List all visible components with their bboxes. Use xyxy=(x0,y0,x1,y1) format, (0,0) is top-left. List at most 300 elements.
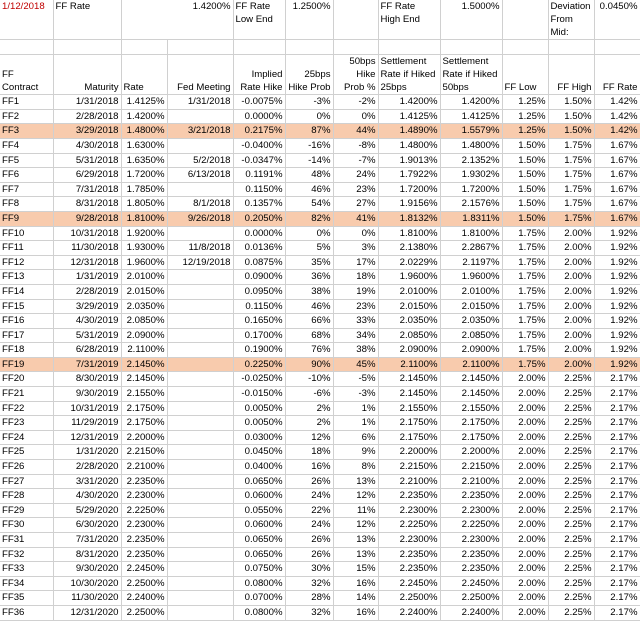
settlement-25bps-cell[interactable]: 2.2100% xyxy=(378,474,440,489)
ff-low-cell[interactable]: 1.50% xyxy=(502,182,548,197)
empty-cell[interactable] xyxy=(502,40,548,55)
settlement-25bps-cell[interactable]: 2.2500% xyxy=(378,591,440,606)
hike-50bps-prob-cell[interactable]: 12% xyxy=(333,518,378,533)
ff-low-cell[interactable]: 1.75% xyxy=(502,314,548,329)
ff-low-cell[interactable]: 2.00% xyxy=(502,576,548,591)
hike-25bps-prob-cell[interactable]: 32% xyxy=(285,605,333,620)
fed-meeting-cell[interactable]: 6/13/2018 xyxy=(167,168,233,183)
header-ff-contract[interactable]: FF Contract xyxy=(0,54,53,95)
implied-rate-hike-cell[interactable]: 0.0136% xyxy=(233,241,285,256)
settlement-50bps-cell[interactable]: 2.2250% xyxy=(440,518,502,533)
fed-meeting-cell[interactable] xyxy=(167,474,233,489)
settlement-50bps-cell[interactable]: 2.2500% xyxy=(440,591,502,606)
rate-cell[interactable]: 2.1100% xyxy=(121,343,167,358)
hike-50bps-prob-cell[interactable]: 11% xyxy=(333,503,378,518)
settlement-25bps-cell[interactable]: 1.8132% xyxy=(378,211,440,226)
maturity-cell[interactable]: 1/31/2018 xyxy=(53,95,121,110)
ff-high-cell[interactable]: 2.00% xyxy=(548,328,594,343)
rate-cell[interactable]: 2.2150% xyxy=(121,445,167,460)
ff-low-cell[interactable]: 1.75% xyxy=(502,357,548,372)
fed-meeting-cell[interactable] xyxy=(167,138,233,153)
hike-50bps-prob-cell[interactable]: 13% xyxy=(333,474,378,489)
ff-low-cell[interactable]: 1.50% xyxy=(502,168,548,183)
implied-rate-hike-cell[interactable]: -0.0075% xyxy=(233,95,285,110)
settlement-25bps-cell[interactable]: 1.7922% xyxy=(378,168,440,183)
ff-rate-cell[interactable]: 2.17% xyxy=(594,474,640,489)
settlement-25bps-cell[interactable]: 1.9600% xyxy=(378,270,440,285)
maturity-cell[interactable]: 12/31/2018 xyxy=(53,255,121,270)
fed-meeting-cell[interactable] xyxy=(167,562,233,577)
high-end-value-cell[interactable]: 1.5000% xyxy=(440,0,502,40)
ff-rate-cell[interactable]: 2.17% xyxy=(594,576,640,591)
hike-25bps-prob-cell[interactable]: 18% xyxy=(285,445,333,460)
ff-rate-cell[interactable]: 1.92% xyxy=(594,299,640,314)
ff-rate-cell[interactable]: 1.42% xyxy=(594,95,640,110)
hike-50bps-prob-cell[interactable]: 17% xyxy=(333,255,378,270)
implied-rate-hike-cell[interactable]: 0.1700% xyxy=(233,328,285,343)
settlement-50bps-cell[interactable]: 1.4125% xyxy=(440,109,502,124)
header-rate[interactable]: Rate xyxy=(121,54,167,95)
rate-cell[interactable]: 2.0100% xyxy=(121,270,167,285)
ff-contract-cell[interactable]: FF35 xyxy=(0,591,53,606)
settlement-25bps-cell[interactable]: 2.1550% xyxy=(378,401,440,416)
ff-low-cell[interactable]: 1.75% xyxy=(502,241,548,256)
implied-rate-hike-cell[interactable]: 0.0650% xyxy=(233,547,285,562)
hike-25bps-prob-cell[interactable]: -10% xyxy=(285,372,333,387)
fed-meeting-cell[interactable]: 8/1/2018 xyxy=(167,197,233,212)
rate-cell[interactable]: 2.1450% xyxy=(121,357,167,372)
hike-25bps-prob-cell[interactable]: 26% xyxy=(285,533,333,548)
ff-low-cell[interactable]: 2.00% xyxy=(502,591,548,606)
implied-rate-hike-cell[interactable]: 0.0750% xyxy=(233,562,285,577)
fed-meeting-cell[interactable] xyxy=(167,460,233,475)
fed-meeting-cell[interactable] xyxy=(167,357,233,372)
ff-contract-cell[interactable]: FF27 xyxy=(0,474,53,489)
settlement-50bps-cell[interactable]: 2.2867% xyxy=(440,241,502,256)
settlement-25bps-cell[interactable]: 2.0850% xyxy=(378,328,440,343)
rate-cell[interactable]: 1.9300% xyxy=(121,241,167,256)
fed-meeting-cell[interactable] xyxy=(167,328,233,343)
maturity-cell[interactable]: 10/31/2018 xyxy=(53,226,121,241)
settlement-25bps-cell[interactable]: 1.4890% xyxy=(378,124,440,139)
settlement-25bps-cell[interactable]: 1.4200% xyxy=(378,95,440,110)
ff-contract-cell[interactable]: FF18 xyxy=(0,343,53,358)
ff-contract-cell[interactable]: FF34 xyxy=(0,576,53,591)
ff-high-cell[interactable]: 2.00% xyxy=(548,299,594,314)
ff-low-cell[interactable]: 1.75% xyxy=(502,343,548,358)
settlement-25bps-cell[interactable]: 2.0100% xyxy=(378,284,440,299)
maturity-cell[interactable]: 6/28/2019 xyxy=(53,343,121,358)
fed-meeting-cell[interactable] xyxy=(167,430,233,445)
empty-cell[interactable] xyxy=(0,40,53,55)
hike-25bps-prob-cell[interactable]: 26% xyxy=(285,474,333,489)
settlement-25bps-cell[interactable]: 1.4800% xyxy=(378,138,440,153)
hike-25bps-prob-cell[interactable]: 48% xyxy=(285,168,333,183)
hike-25bps-prob-cell[interactable]: 76% xyxy=(285,343,333,358)
settlement-25bps-cell[interactable]: 2.2350% xyxy=(378,562,440,577)
ff-rate-cell[interactable]: 2.17% xyxy=(594,445,640,460)
ff-low-cell[interactable]: 2.00% xyxy=(502,372,548,387)
maturity-cell[interactable]: 2/28/2019 xyxy=(53,284,121,299)
empty-cell[interactable] xyxy=(502,0,548,40)
ff-contract-cell[interactable]: FF16 xyxy=(0,314,53,329)
settlement-50bps-cell[interactable]: 2.1100% xyxy=(440,357,502,372)
settlement-50bps-cell[interactable]: 2.0900% xyxy=(440,343,502,358)
hike-50bps-prob-cell[interactable]: 13% xyxy=(333,533,378,548)
ff-low-cell[interactable]: 2.00% xyxy=(502,605,548,620)
ff-contract-cell[interactable]: FF6 xyxy=(0,168,53,183)
settlement-25bps-cell[interactable]: 2.0150% xyxy=(378,299,440,314)
fed-meeting-cell[interactable] xyxy=(167,299,233,314)
maturity-cell[interactable]: 3/29/2019 xyxy=(53,299,121,314)
hike-25bps-prob-cell[interactable]: 35% xyxy=(285,255,333,270)
settlement-50bps-cell[interactable]: 1.4800% xyxy=(440,138,502,153)
hike-50bps-prob-cell[interactable]: 15% xyxy=(333,562,378,577)
maturity-cell[interactable]: 11/30/2020 xyxy=(53,591,121,606)
rate-cell[interactable]: 1.8050% xyxy=(121,197,167,212)
ff-low-cell[interactable]: 1.75% xyxy=(502,270,548,285)
ff-contract-cell[interactable]: FF10 xyxy=(0,226,53,241)
settlement-50bps-cell[interactable]: 2.1352% xyxy=(440,153,502,168)
implied-rate-hike-cell[interactable]: 0.0800% xyxy=(233,576,285,591)
fed-meeting-cell[interactable] xyxy=(167,270,233,285)
maturity-cell[interactable]: 11/29/2019 xyxy=(53,416,121,431)
maturity-cell[interactable]: 10/31/2019 xyxy=(53,401,121,416)
empty-cell[interactable] xyxy=(548,40,594,55)
hike-50bps-prob-cell[interactable]: -2% xyxy=(333,95,378,110)
settlement-50bps-cell[interactable]: 1.9302% xyxy=(440,168,502,183)
maturity-cell[interactable]: 11/30/2018 xyxy=(53,241,121,256)
ff-rate-cell[interactable]: 1.42% xyxy=(594,124,640,139)
hike-50bps-prob-cell[interactable]: 23% xyxy=(333,299,378,314)
deviation-value-cell[interactable]: 0.0450% xyxy=(594,0,640,40)
maturity-cell[interactable]: 8/30/2019 xyxy=(53,372,121,387)
implied-rate-hike-cell[interactable]: 0.0550% xyxy=(233,503,285,518)
maturity-cell[interactable]: 9/28/2018 xyxy=(53,211,121,226)
ff-rate-cell[interactable]: 2.17% xyxy=(594,372,640,387)
settlement-50bps-cell[interactable]: 1.8100% xyxy=(440,226,502,241)
rate-cell[interactable]: 2.2300% xyxy=(121,518,167,533)
ff-low-cell[interactable]: 2.00% xyxy=(502,430,548,445)
implied-rate-hike-cell[interactable]: 0.0650% xyxy=(233,474,285,489)
empty-cell[interactable] xyxy=(594,40,640,55)
settlement-25bps-cell[interactable]: 2.0350% xyxy=(378,314,440,329)
settlement-50bps-cell[interactable]: 2.2300% xyxy=(440,533,502,548)
settlement-50bps-cell[interactable]: 2.2350% xyxy=(440,489,502,504)
settlement-25bps-cell[interactable]: 2.2250% xyxy=(378,518,440,533)
settlement-50bps-cell[interactable]: 2.1550% xyxy=(440,401,502,416)
settlement-50bps-cell[interactable]: 2.0100% xyxy=(440,284,502,299)
rate-cell[interactable]: 2.2500% xyxy=(121,576,167,591)
settlement-50bps-cell[interactable]: 2.1576% xyxy=(440,197,502,212)
fed-meeting-cell[interactable] xyxy=(167,533,233,548)
ff-high-cell[interactable]: 2.25% xyxy=(548,533,594,548)
low-end-label-cell[interactable]: FF Rate Low End xyxy=(233,0,285,40)
implied-rate-hike-cell[interactable]: 0.1357% xyxy=(233,197,285,212)
header-ff-high[interactable]: FF High xyxy=(548,54,594,95)
hike-25bps-prob-cell[interactable]: 2% xyxy=(285,416,333,431)
ff-contract-cell[interactable]: FF24 xyxy=(0,430,53,445)
maturity-cell[interactable]: 5/29/2020 xyxy=(53,503,121,518)
hike-25bps-prob-cell[interactable]: 66% xyxy=(285,314,333,329)
empty-cell[interactable] xyxy=(167,40,233,55)
ff-low-cell[interactable]: 1.75% xyxy=(502,226,548,241)
hike-25bps-prob-cell[interactable]: 54% xyxy=(285,197,333,212)
ff-rate-cell[interactable]: 2.17% xyxy=(594,460,640,475)
empty-cell[interactable] xyxy=(285,40,333,55)
settlement-50bps-cell[interactable]: 2.2400% xyxy=(440,605,502,620)
ff-high-cell[interactable]: 1.75% xyxy=(548,168,594,183)
empty-cell[interactable] xyxy=(440,40,502,55)
ff-low-cell[interactable]: 1.50% xyxy=(502,197,548,212)
ff-contract-cell[interactable]: FF22 xyxy=(0,401,53,416)
hike-50bps-prob-cell[interactable]: -5% xyxy=(333,372,378,387)
ff-contract-cell[interactable]: FF25 xyxy=(0,445,53,460)
ff-rate-cell[interactable]: 1.92% xyxy=(594,343,640,358)
rate-cell[interactable]: 2.0850% xyxy=(121,314,167,329)
rate-cell[interactable]: 2.2300% xyxy=(121,489,167,504)
hike-25bps-prob-cell[interactable]: 30% xyxy=(285,562,333,577)
header-ff-rate[interactable]: FF Rate xyxy=(594,54,640,95)
ff-high-cell[interactable]: 2.25% xyxy=(548,547,594,562)
fed-meeting-cell[interactable] xyxy=(167,547,233,562)
ff-contract-cell[interactable]: FF11 xyxy=(0,241,53,256)
hike-50bps-prob-cell[interactable]: 41% xyxy=(333,211,378,226)
fed-meeting-cell[interactable] xyxy=(167,226,233,241)
empty-cell[interactable] xyxy=(333,0,378,40)
fed-meeting-cell[interactable]: 1/31/2018 xyxy=(167,95,233,110)
fed-meeting-cell[interactable] xyxy=(167,503,233,518)
hike-50bps-prob-cell[interactable]: 18% xyxy=(333,270,378,285)
rate-cell[interactable]: 1.9600% xyxy=(121,255,167,270)
implied-rate-hike-cell[interactable]: 0.0650% xyxy=(233,533,285,548)
ff-rate-cell[interactable]: 1.92% xyxy=(594,270,640,285)
ff-contract-cell[interactable]: FF23 xyxy=(0,416,53,431)
ff-rate-cell[interactable]: 2.17% xyxy=(594,430,640,445)
header-50bps-hike-prob[interactable]: 50bps Hike Prob % xyxy=(333,54,378,95)
rate-cell[interactable]: 2.2350% xyxy=(121,547,167,562)
hike-25bps-prob-cell[interactable]: -14% xyxy=(285,153,333,168)
settlement-25bps-cell[interactable]: 1.7200% xyxy=(378,182,440,197)
settlement-50bps-cell[interactable]: 1.4200% xyxy=(440,95,502,110)
rate-cell[interactable]: 1.6300% xyxy=(121,138,167,153)
rate-cell[interactable]: 2.2450% xyxy=(121,562,167,577)
hike-50bps-prob-cell[interactable]: -8% xyxy=(333,138,378,153)
ff-contract-cell[interactable]: FF9 xyxy=(0,211,53,226)
settlement-25bps-cell[interactable]: 1.9156% xyxy=(378,197,440,212)
hike-50bps-prob-cell[interactable]: 12% xyxy=(333,489,378,504)
implied-rate-hike-cell[interactable]: 0.0400% xyxy=(233,460,285,475)
ff-rate-cell[interactable]: 1.92% xyxy=(594,284,640,299)
fed-meeting-cell[interactable] xyxy=(167,605,233,620)
ff-high-cell[interactable]: 2.00% xyxy=(548,241,594,256)
settlement-50bps-cell[interactable]: 2.0350% xyxy=(440,314,502,329)
ff-high-cell[interactable]: 2.00% xyxy=(548,226,594,241)
implied-rate-hike-cell[interactable]: 0.0875% xyxy=(233,255,285,270)
settlement-25bps-cell[interactable]: 2.1450% xyxy=(378,387,440,402)
ff-low-cell[interactable]: 2.00% xyxy=(502,489,548,504)
ff-contract-cell[interactable]: FF19 xyxy=(0,357,53,372)
hike-25bps-prob-cell[interactable]: -3% xyxy=(285,95,333,110)
settlement-50bps-cell[interactable]: 2.1750% xyxy=(440,416,502,431)
ff-high-cell[interactable]: 2.25% xyxy=(548,562,594,577)
fed-meeting-cell[interactable]: 12/19/2018 xyxy=(167,255,233,270)
settlement-50bps-cell[interactable]: 2.0150% xyxy=(440,299,502,314)
ff-contract-cell[interactable]: FF13 xyxy=(0,270,53,285)
hike-25bps-prob-cell[interactable]: 2% xyxy=(285,401,333,416)
hike-50bps-prob-cell[interactable]: 1% xyxy=(333,416,378,431)
hike-50bps-prob-cell[interactable]: 45% xyxy=(333,357,378,372)
ff-high-cell[interactable]: 2.00% xyxy=(548,270,594,285)
hike-50bps-prob-cell[interactable]: 9% xyxy=(333,445,378,460)
settlement-25bps-cell[interactable]: 2.1100% xyxy=(378,357,440,372)
fed-meeting-cell[interactable] xyxy=(167,576,233,591)
implied-rate-hike-cell[interactable]: 0.2050% xyxy=(233,211,285,226)
hike-25bps-prob-cell[interactable]: 5% xyxy=(285,241,333,256)
fed-meeting-cell[interactable] xyxy=(167,489,233,504)
rate-cell[interactable]: 2.1550% xyxy=(121,387,167,402)
settlement-25bps-cell[interactable]: 2.1380% xyxy=(378,241,440,256)
fed-meeting-cell[interactable] xyxy=(167,314,233,329)
settlement-25bps-cell[interactable]: 2.2000% xyxy=(378,445,440,460)
ff-high-cell[interactable]: 2.25% xyxy=(548,605,594,620)
ff-high-cell[interactable]: 2.25% xyxy=(548,518,594,533)
settlement-50bps-cell[interactable]: 2.2350% xyxy=(440,562,502,577)
implied-rate-hike-cell[interactable]: 0.1191% xyxy=(233,168,285,183)
ff-contract-cell[interactable]: FF36 xyxy=(0,605,53,620)
ff-high-cell[interactable]: 1.75% xyxy=(548,182,594,197)
settlement-25bps-cell[interactable]: 2.1450% xyxy=(378,372,440,387)
ff-contract-cell[interactable]: FF12 xyxy=(0,255,53,270)
ff-rate-cell[interactable]: 1.92% xyxy=(594,241,640,256)
hike-25bps-prob-cell[interactable]: 46% xyxy=(285,182,333,197)
maturity-cell[interactable]: 12/31/2019 xyxy=(53,430,121,445)
ff-rate-cell[interactable]: 2.17% xyxy=(594,387,640,402)
implied-rate-hike-cell[interactable]: 0.0000% xyxy=(233,109,285,124)
ff-low-cell[interactable]: 1.25% xyxy=(502,109,548,124)
hike-25bps-prob-cell[interactable]: -6% xyxy=(285,387,333,402)
ff-high-cell[interactable]: 2.25% xyxy=(548,576,594,591)
implied-rate-hike-cell[interactable]: 0.1150% xyxy=(233,182,285,197)
settlement-50bps-cell[interactable]: 2.1450% xyxy=(440,387,502,402)
hike-25bps-prob-cell[interactable]: 90% xyxy=(285,357,333,372)
ff-contract-cell[interactable]: FF30 xyxy=(0,518,53,533)
hike-25bps-prob-cell[interactable]: 24% xyxy=(285,518,333,533)
ff-high-cell[interactable]: 1.50% xyxy=(548,95,594,110)
ff-low-cell[interactable]: 2.00% xyxy=(502,503,548,518)
maturity-cell[interactable]: 7/31/2018 xyxy=(53,182,121,197)
ff-contract-cell[interactable]: FF7 xyxy=(0,182,53,197)
ff-rate-cell[interactable]: 1.92% xyxy=(594,314,640,329)
ff-high-cell[interactable]: 1.75% xyxy=(548,153,594,168)
hike-25bps-prob-cell[interactable]: 46% xyxy=(285,299,333,314)
hike-50bps-prob-cell[interactable]: 44% xyxy=(333,124,378,139)
hike-50bps-prob-cell[interactable]: 3% xyxy=(333,241,378,256)
ff-contract-cell[interactable]: FF14 xyxy=(0,284,53,299)
hike-25bps-prob-cell[interactable]: 82% xyxy=(285,211,333,226)
ff-rate-cell[interactable]: 2.17% xyxy=(594,605,640,620)
implied-rate-hike-cell[interactable]: 0.0800% xyxy=(233,605,285,620)
maturity-cell[interactable]: 7/31/2019 xyxy=(53,357,121,372)
ff-low-cell[interactable]: 1.50% xyxy=(502,138,548,153)
maturity-cell[interactable]: 9/30/2020 xyxy=(53,562,121,577)
maturity-cell[interactable]: 1/31/2019 xyxy=(53,270,121,285)
header-25bps-hike-prob[interactable]: 25bps Hike Prob xyxy=(285,54,333,95)
ff-rate-cell[interactable]: 1.67% xyxy=(594,168,640,183)
ff-rate-cell[interactable]: 1.67% xyxy=(594,138,640,153)
rate-cell[interactable]: 1.8100% xyxy=(121,211,167,226)
settlement-25bps-cell[interactable]: 1.8100% xyxy=(378,226,440,241)
maturity-cell[interactable]: 7/31/2020 xyxy=(53,533,121,548)
fed-meeting-cell[interactable]: 3/21/2018 xyxy=(167,124,233,139)
rate-cell[interactable]: 1.4200% xyxy=(121,109,167,124)
implied-rate-hike-cell[interactable]: 0.1900% xyxy=(233,343,285,358)
implied-rate-hike-cell[interactable]: 0.0600% xyxy=(233,489,285,504)
ff-rate-cell[interactable]: 2.17% xyxy=(594,547,640,562)
hike-50bps-prob-cell[interactable]: 23% xyxy=(333,182,378,197)
settlement-50bps-cell[interactable]: 2.1197% xyxy=(440,255,502,270)
ff-contract-cell[interactable]: FF31 xyxy=(0,533,53,548)
hike-25bps-prob-cell[interactable]: 87% xyxy=(285,124,333,139)
hike-50bps-prob-cell[interactable]: 1% xyxy=(333,401,378,416)
rate-cell[interactable]: 1.6350% xyxy=(121,153,167,168)
settlement-50bps-cell[interactable]: 2.2350% xyxy=(440,547,502,562)
rate-cell[interactable]: 2.2500% xyxy=(121,605,167,620)
ff-high-cell[interactable]: 2.25% xyxy=(548,372,594,387)
rate-cell[interactable]: 2.0150% xyxy=(121,284,167,299)
ff-contract-cell[interactable]: FF20 xyxy=(0,372,53,387)
maturity-cell[interactable]: 1/31/2020 xyxy=(53,445,121,460)
ff-high-cell[interactable]: 2.25% xyxy=(548,591,594,606)
rate-cell[interactable]: 2.2000% xyxy=(121,430,167,445)
ff-contract-cell[interactable]: FF4 xyxy=(0,138,53,153)
hike-25bps-prob-cell[interactable]: 0% xyxy=(285,109,333,124)
fed-meeting-cell[interactable] xyxy=(167,109,233,124)
maturity-cell[interactable]: 6/30/2020 xyxy=(53,518,121,533)
ff-contract-cell[interactable]: FF8 xyxy=(0,197,53,212)
ff-rate-cell[interactable]: 1.92% xyxy=(594,255,640,270)
hike-50bps-prob-cell[interactable]: 8% xyxy=(333,460,378,475)
hike-50bps-prob-cell[interactable]: 0% xyxy=(333,226,378,241)
rate-cell[interactable]: 1.7200% xyxy=(121,168,167,183)
rate-cell[interactable]: 1.4125% xyxy=(121,95,167,110)
ff-low-cell[interactable]: 2.00% xyxy=(502,387,548,402)
implied-rate-hike-cell[interactable]: 0.2175% xyxy=(233,124,285,139)
implied-rate-hike-cell[interactable]: 0.0600% xyxy=(233,518,285,533)
ff-high-cell[interactable]: 2.25% xyxy=(548,416,594,431)
ff-high-cell[interactable]: 2.25% xyxy=(548,430,594,445)
ff-low-cell[interactable]: 2.00% xyxy=(502,533,548,548)
settlement-50bps-cell[interactable]: 2.1750% xyxy=(440,430,502,445)
implied-rate-hike-cell[interactable]: 0.0950% xyxy=(233,284,285,299)
ff-high-cell[interactable]: 2.00% xyxy=(548,284,594,299)
empty-cell[interactable] xyxy=(233,40,285,55)
ff-high-cell[interactable]: 1.75% xyxy=(548,138,594,153)
ff-rate-value-cell[interactable]: 1.4200% xyxy=(121,0,233,40)
header-settlement-50bps[interactable]: Settlement Rate if Hiked 50bps xyxy=(440,54,502,95)
settlement-25bps-cell[interactable]: 2.2450% xyxy=(378,576,440,591)
hike-50bps-prob-cell[interactable]: 27% xyxy=(333,197,378,212)
settlement-25bps-cell[interactable]: 2.2150% xyxy=(378,460,440,475)
implied-rate-hike-cell[interactable]: 0.0900% xyxy=(233,270,285,285)
fed-meeting-cell[interactable] xyxy=(167,401,233,416)
ff-rate-cell[interactable]: 1.67% xyxy=(594,211,640,226)
ff-rate-cell[interactable]: 2.17% xyxy=(594,562,640,577)
maturity-cell[interactable]: 10/30/2020 xyxy=(53,576,121,591)
header-fed-meeting[interactable]: Fed Meeting xyxy=(167,54,233,95)
ff-high-cell[interactable]: 2.00% xyxy=(548,343,594,358)
rate-cell[interactable]: 2.0900% xyxy=(121,328,167,343)
